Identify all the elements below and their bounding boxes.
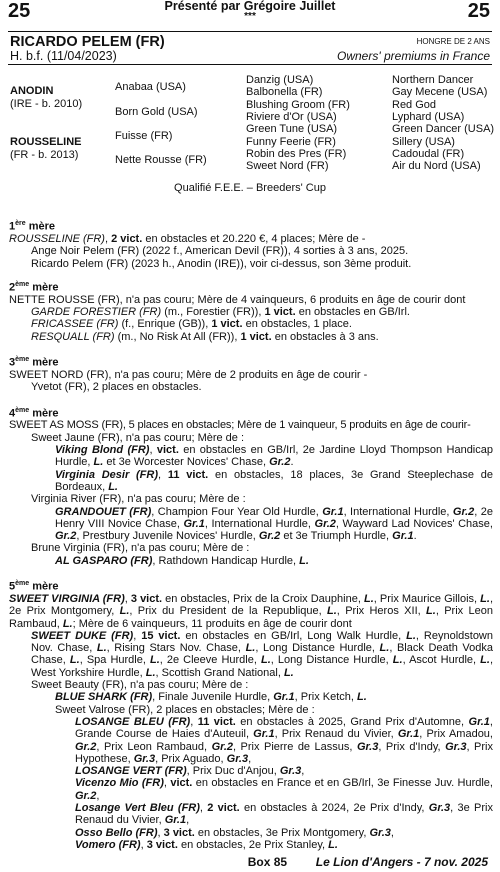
produce-line: Sweet Valrose (FR), 2 places en obstacles; Mère de :	[55, 703, 315, 716]
produce-line: Yvetot (FR), 2 places en obstacles.	[31, 381, 202, 394]
pedigree-gen3: Sweet Nord (FR)	[246, 160, 329, 172]
produce-line: GRANDOUET (FR), Champion Four Year Old Hurdle, Gr.1, International Hurdle, Gr.2, 2e Henry VIII Novice Chase, Gr.1, International Hurdle, Gr.2, Wayward Lad Novices' Chase, Gr.2, Prestbury Juvenile Novices' Hurdle, Gr.2 et 3e Triumph Hurdle, Gr.1.	[55, 505, 493, 543]
dam-line: SWEET AS MOSS (FR), 5 places en obstacles; Mère de 1 vainqueur, 5 produits en âge de courir-	[9, 419, 471, 432]
section-heading-5: 5ème mère	[9, 580, 59, 593]
pedigree-gen4: Lyphard (USA)	[392, 111, 465, 123]
owners-premiums: Owners' premiums in France	[337, 49, 490, 63]
pedigree-gen2: Fuisse (FR)	[115, 130, 173, 142]
produce-line: Sweet Jaune (FR), n'a pas couru; Mère de :	[31, 431, 245, 444]
produce-record	[9, 218, 493, 851]
pedigree-gen4: Red God	[392, 99, 437, 111]
pedigree-gen2: Nette Rousse (FR)	[115, 154, 207, 166]
qualification: Qualifié F.E.E. – Breeders' Cup	[174, 182, 326, 194]
pedigree-dam: ROUSSELINE	[10, 136, 82, 148]
produce-line: BLUE SHARK (FR), Finale Juvenile Hurdle, Gr.1, Prix Ketch, L.	[55, 691, 367, 704]
pedigree-gen4: Gay Mecene (USA)	[392, 86, 488, 98]
presenter: Présenté par Grégoire Juillet	[164, 0, 336, 13]
header-rule	[8, 31, 492, 32]
produce-line: Viking Blond (FR), vict. en obstacles en GB/Irl, 2e Jardine Lloyd Thompson Handicap Hurdle, L. et 3e Worcester Novices' Chase, Gr.2.	[55, 444, 493, 469]
pedigree-sire: ANODIN	[10, 85, 54, 97]
produce-line: Osso Bello (FR), 3 vict. en obstacles, 3e Prix Montgomery, Gr.3,	[75, 826, 394, 839]
produce-line: Vomero (FR), 3 vict. en obstacles, 2e Prix Stanley, L.	[75, 838, 338, 851]
section-heading-1: 1ère mère	[9, 220, 55, 233]
pedigree-gen2: Anabaa (USA)	[115, 81, 186, 93]
produce-line: Ange Noir Pelem (FR) (2022 f., American Devil (FR)), 4 sorties à 3 ans, 2025.	[31, 245, 409, 258]
horse-info: H. b.f. (11/04/2023)	[10, 49, 117, 63]
pedigree-gen3: Blushing Groom (FR)	[246, 99, 350, 111]
dam-line: NETTE ROUSSE (FR), n'a pas couru; Mère de 4 vainqueurs, 6 produits en âge de courir dont	[9, 293, 466, 306]
pedigree-gen3: Riviere d'Or (USA)	[246, 111, 337, 123]
produce-line: AL GASPARO (FR), Rathdown Handicap Hurdle, L.	[55, 554, 309, 567]
section-heading-3: 3ème mère	[9, 355, 59, 369]
pedigree-gen3: Funny Feerie (FR)	[246, 136, 336, 148]
produce-line: SWEET DUKE (FR), 15 vict. en obstacles en GB/Irl, Long Walk Hurdle, L., Reynoldstown Nov. Chase, L., Rising Stars Nov. Chase, L., Long Distance Hurdle, L., Black Death Vodka Chase, L., Spa Hurdle, L., 2e Cleeve Hurdle, L., Long Distance Hurdle, L., Ascot Hurdle, L., West Yorkshire Hurdle, L., Scottish Grand National, L.	[31, 629, 493, 679]
section-heading-2: 2ème mère	[9, 280, 59, 294]
pedigree-sire-info: (IRE - b. 2010)	[10, 98, 83, 110]
lot-number-right: 25	[467, 0, 490, 22]
lot-number-left: 25	[8, 0, 31, 22]
pedigree-gen3: Robin des Pres (FR)	[246, 148, 347, 160]
dam-line: SWEET VIRGINIA (FR), 3 vict. en obstacles, Prix de la Croix Dauphine, L., Prix Maurice Gillois, L., 2e Prix Montgomery, L., Prix du President de la Republique, L., Prix Heros XII, L., Prix Leon Rambaud, L.; Mère de 6 vainqueurs, 11 produits en âge de courir dont	[9, 593, 494, 630]
section-heading-4: 4ème mère	[9, 406, 59, 420]
produce-line: Virginia River (FR), n'a pas couru; Mère de :	[31, 493, 246, 506]
produce-line: RESQUALL (FR) (m., No Risk At All (FR)), 1 vict. en obstacles à 3 ans.	[31, 330, 379, 343]
produce-line: Vicenzo Mio (FR), vict. en obstacles en France et en GB/Irl, 3e Finesse Juv. Hurdle, Gr.2,	[75, 777, 493, 802]
produce-line: Sweet Beauty (FR), n'a pas couru; Mère de :	[31, 679, 249, 692]
produce-line: Virginia Desir (FR), 11 vict. en obstacles, 18 places, 3e Grand Steeplechase de Bordeaux, L.	[55, 468, 493, 493]
pedigree-gen3: Green Tune (USA)	[246, 123, 338, 135]
pedigree-gen4: Green Dancer (USA)	[392, 123, 495, 135]
produce-line: FRICASSEE (FR) (f., Enrique (GB)), 1 vict. en obstacles, 1 place.	[31, 318, 352, 331]
pedigree-gen3: Balbonella (FR)	[246, 86, 323, 98]
horse-name: RICARDO PELEM (FR)	[10, 34, 165, 50]
pedigree-gen4: Northern Dancer	[392, 74, 474, 86]
pedigree-gen4: Sillery (USA)	[392, 136, 455, 148]
header-rule-bottom	[8, 64, 492, 65]
stars: ***	[244, 11, 256, 22]
produce-line: LOSANGE BLEU (FR), 11 vict. en obstacles à 2025, Grand Prix d'Automne, Gr.1, Grande Course de Haies d'Auteuil, Gr.1, Prix Renaud du Vivier, Gr.1, Prix Amadou, Gr.2, Prix Leon Rambaud, Gr.2, Prix Pierre de Lassus, Gr.3, Prix d'Indy, Gr.3, Prix Hypothese, Gr.3, Prix Aguado, Gr.3,	[75, 715, 493, 765]
produce-line: GARDE FORESTIER (FR) (m., Forestier (FR)), 1 vict. en obstacles en GB/Irl.	[31, 306, 410, 319]
box-number: Box 85	[247, 855, 288, 869]
sale-place-date: Le Lion d'Angers - 7 nov. 2025	[315, 855, 488, 869]
produce-line: LOSANGE VERT (FR), Prix Duc d'Anjou, Gr.3,	[75, 765, 305, 778]
pedigree-dam-info: (FR - b. 2013)	[10, 149, 79, 161]
produce-line: Brune Virginia (FR), n'a pas couru; Mère de :	[31, 542, 250, 555]
pedigree-gen4: Air du Nord (USA)	[392, 160, 481, 172]
dam-line: SWEET NORD (FR), n'a pas couru; Mère de 2 produits en âge de courir -	[9, 368, 368, 381]
pedigree-gen2: Born Gold (USA)	[115, 106, 198, 118]
pedigree-gen4: Cadoudal (FR)	[392, 148, 465, 160]
sex-age: HONGRE DE 2 ANS	[416, 37, 490, 46]
footer	[248, 855, 488, 869]
produce-line: Losange Vert Bleu (FR), 2 vict. en obstacles à 2024, 2e Prix d'Indy, Gr.3, 3e Prix Renaud du Vivier, Gr.1,	[75, 802, 493, 827]
dam-line: ROUSSELINE (FR), 2 vict. en obstacles et 20.220 €, 4 places; Mère de -	[9, 232, 366, 245]
pedigree-gen3: Danzig (USA)	[246, 74, 314, 86]
produce-line: Ricardo Pelem (FR) (2023 h., Anodin (IRE)), voir ci-dessus, son 3ème produit.	[31, 257, 412, 270]
